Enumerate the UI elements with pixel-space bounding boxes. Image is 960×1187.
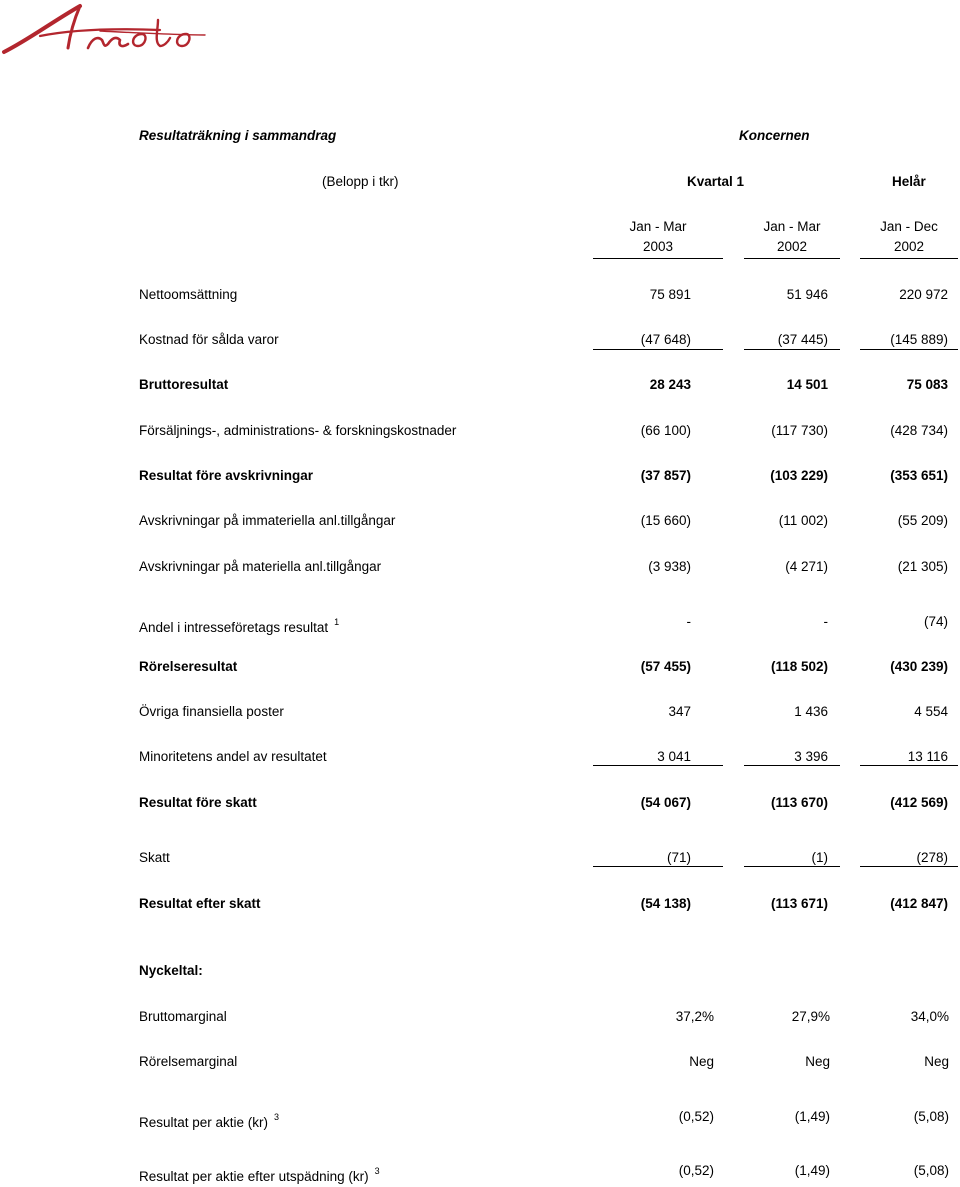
- value-q1-2002: -: [823, 614, 828, 629]
- period-year-1: 2003: [593, 238, 723, 259]
- value-fy-2002: (412 569): [890, 795, 948, 810]
- underline: [744, 866, 840, 867]
- row-cost-of-goods: [0, 330, 960, 350]
- value-fy-2002: 75 083: [906, 377, 948, 392]
- row-label-text: Andel i intresseföretags resultat: [139, 620, 329, 635]
- report-title: Resultaträkning i sammandrag: [139, 128, 337, 143]
- underline: [860, 349, 958, 350]
- period-range-2: Jan - Mar: [763, 219, 821, 234]
- footnote-marker: 3: [274, 1112, 280, 1122]
- value-q1-2002: (118 502): [770, 659, 828, 674]
- row-minority-share: [0, 747, 960, 767]
- value-fy-2002: 4 554: [914, 704, 948, 719]
- value-fy-2002: (5,08): [913, 1163, 949, 1178]
- value-q1-2002: (113 671): [770, 896, 828, 911]
- value-q1-2003: (66 100): [640, 423, 691, 438]
- value-q1-2003: 3 041: [657, 749, 691, 764]
- value-q1-2002: 27,9%: [791, 1009, 830, 1024]
- row-operating-margin: [0, 1052, 960, 1072]
- value-q1-2002: 51 946: [786, 287, 828, 302]
- period-year-2: 2002: [744, 238, 840, 259]
- value-fy-2002: (55 209): [897, 513, 948, 528]
- footnote-marker: 1: [334, 617, 340, 627]
- value-fy-2002: (428 734): [890, 423, 948, 438]
- row-gross-profit: [0, 375, 960, 395]
- row-gross-margin: [0, 1007, 960, 1027]
- row-result-after-tax: [0, 894, 960, 914]
- row-ebitda: [0, 466, 960, 486]
- value-q1-2002: (1,49): [794, 1109, 830, 1124]
- value-q1-2003: 37,2%: [675, 1009, 714, 1024]
- underline: [593, 349, 723, 350]
- row-label: Avskrivningar på immateriella anl.tillgångar: [139, 513, 396, 528]
- value-fy-2002: (145 889): [890, 332, 948, 347]
- row-label: Bruttomarginal: [139, 1009, 227, 1024]
- value-q1-2003: (3 938): [648, 559, 691, 574]
- value-q1-2002: 1 436: [794, 704, 828, 719]
- value-q1-2003: (47 648): [640, 332, 691, 347]
- row-label: Avskrivningar på materiella anl.tillgångar: [139, 559, 382, 574]
- row-label: Nettoomsättning: [139, 287, 238, 302]
- value-q1-2002: (11 002): [778, 513, 828, 528]
- row-label: Bruttoresultat: [139, 377, 229, 392]
- row-financial-items: [0, 702, 960, 722]
- value-fy-2002: 220 972: [899, 287, 948, 302]
- value-fy-2002: (21 305): [897, 559, 948, 574]
- quarter-label: Kvartal 1: [687, 174, 745, 189]
- value-q1-2003: (71): [666, 850, 691, 865]
- value-q1-2003: -: [686, 614, 691, 629]
- value-q1-2002: (103 229): [770, 468, 828, 483]
- row-eps: [0, 1107, 960, 1130]
- underline: [860, 866, 958, 867]
- row-label: [139, 1107, 279, 1133]
- row-label: Resultat före skatt: [139, 795, 257, 810]
- value-q1-2003: Neg: [689, 1054, 714, 1069]
- value-q1-2002: (117 730): [771, 423, 828, 438]
- value-q1-2002: (1): [811, 850, 828, 865]
- value-fy-2002: (430 239): [890, 659, 948, 674]
- anoto-logo: [0, 0, 215, 62]
- value-q1-2003: 347: [668, 704, 691, 719]
- underline: [744, 349, 840, 350]
- value-fy-2002: 34,0%: [910, 1009, 949, 1024]
- value-q1-2002: (1,49): [794, 1163, 830, 1178]
- row-label: Skatt: [139, 850, 170, 865]
- row-tax: [0, 848, 960, 868]
- footnote-marker: 3: [374, 1166, 380, 1176]
- row-label: Resultat före avskrivningar: [139, 468, 314, 483]
- value-q1-2002: (113 670): [770, 795, 828, 810]
- value-fy-2002: (412 847): [890, 896, 948, 911]
- value-q1-2002: 3 396: [794, 749, 828, 764]
- row-operating-result: [0, 657, 960, 677]
- row-amortization-intangible: [0, 511, 960, 531]
- value-q1-2003: (54 138): [640, 896, 691, 911]
- row-label: [139, 1161, 380, 1187]
- row-net-sales: [0, 285, 960, 305]
- row-label: Minoritetens andel av resultatet: [139, 749, 327, 764]
- value-q1-2003: 75 891: [649, 287, 691, 302]
- value-q1-2002: (37 445): [777, 332, 828, 347]
- value-fy-2002: (278): [916, 850, 948, 865]
- value-q1-2002: (4 271): [785, 559, 828, 574]
- row-label: Försäljnings-, administrations- & forskningskostnader: [139, 423, 457, 438]
- value-q1-2003: (57 455): [640, 659, 691, 674]
- underline: [744, 765, 840, 766]
- unit-label: (Belopp i tkr): [322, 174, 399, 189]
- value-q1-2003: (0,52): [678, 1163, 714, 1178]
- row-associates-result: [0, 612, 960, 635]
- value-fy-2002: (5,08): [913, 1109, 949, 1124]
- row-label: Rörelsemarginal: [139, 1054, 238, 1069]
- row-label-text: Resultat per aktie efter utspädning (kr): [139, 1169, 369, 1184]
- underline: [860, 765, 958, 766]
- value-q1-2003: (15 660): [640, 513, 691, 528]
- row-label: Kostnad för sålda varor: [139, 332, 279, 347]
- group-label: Koncernen: [739, 128, 810, 143]
- row-operating-expenses: [0, 421, 960, 441]
- row-label: Resultat efter skatt: [139, 896, 261, 911]
- value-q1-2003: (0,52): [678, 1109, 714, 1124]
- row-label: Rörelseresultat: [139, 659, 238, 674]
- row-label: [139, 612, 339, 638]
- period-range-3: Jan - Dec: [880, 219, 938, 234]
- value-q1-2002: 14 501: [786, 377, 828, 392]
- key-figures-heading: [0, 961, 960, 981]
- row-eps-diluted: [0, 1161, 960, 1184]
- period-year-3: 2002: [860, 238, 958, 259]
- underline: [593, 765, 723, 766]
- underline: [593, 866, 723, 867]
- value-q1-2003: (37 857): [640, 468, 691, 483]
- row-depreciation-tangible: [0, 557, 960, 577]
- value-fy-2002: Neg: [924, 1054, 949, 1069]
- value-q1-2003: 28 243: [649, 377, 691, 392]
- value-q1-2003: (54 067): [640, 795, 691, 810]
- full-year-label: Helår: [892, 174, 926, 189]
- value-fy-2002: 13 116: [907, 749, 948, 764]
- value-fy-2002: (74): [923, 614, 948, 629]
- value-fy-2002: (353 651): [890, 468, 948, 483]
- row-result-before-tax: [0, 793, 960, 813]
- value-q1-2002: Neg: [805, 1054, 830, 1069]
- period-range-1: Jan - Mar: [629, 219, 687, 234]
- section-title: Nyckeltal:: [139, 963, 203, 978]
- row-label-text: Resultat per aktie (kr): [139, 1115, 269, 1130]
- row-label: Övriga finansiella poster: [139, 704, 284, 719]
